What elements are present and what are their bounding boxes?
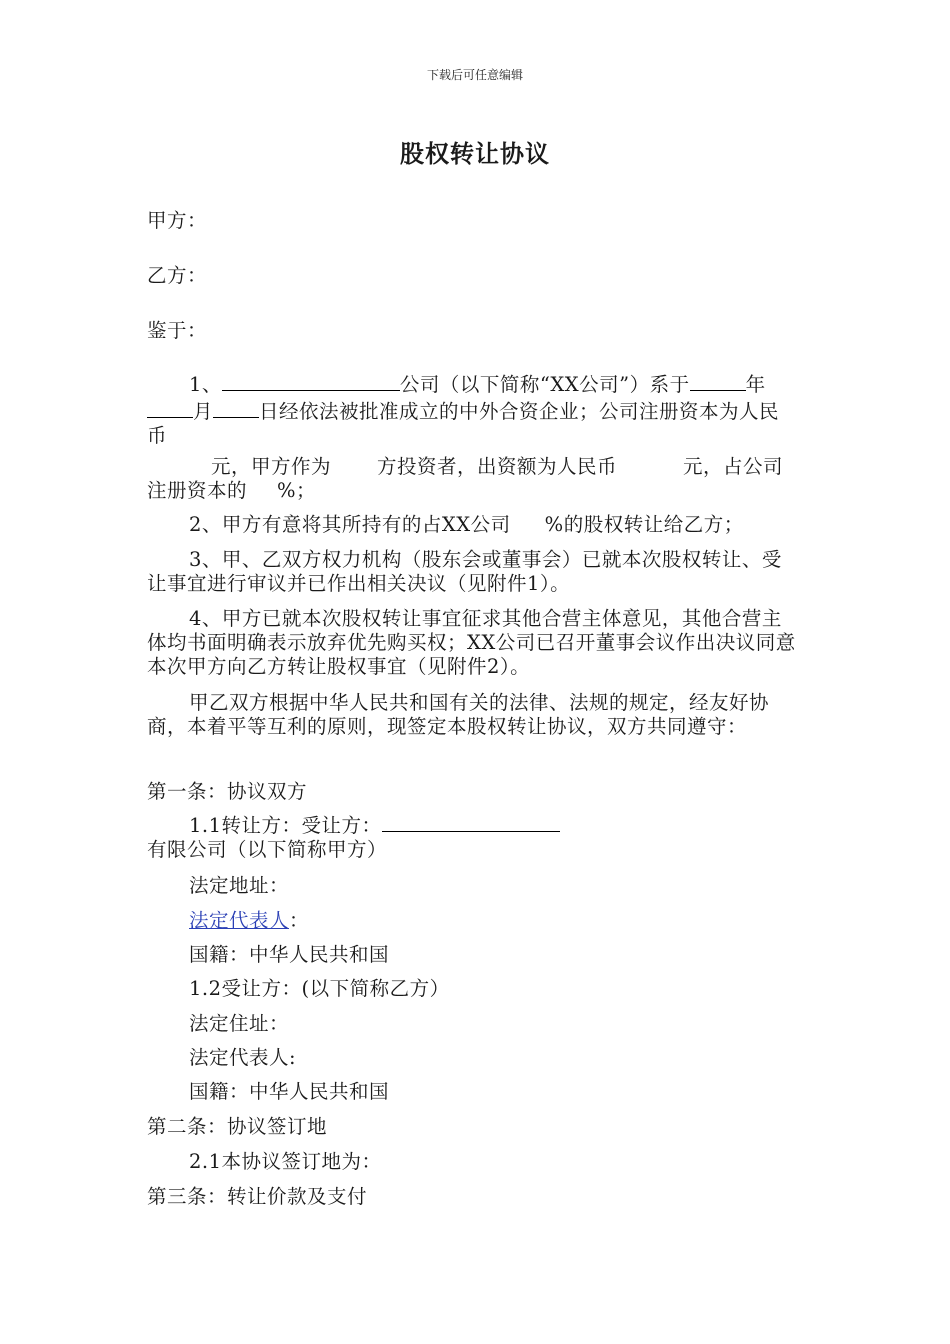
party-b-label: 乙方： (147, 264, 208, 287)
a1-2-legal-rep: 法定代表人: (189, 1046, 297, 1069)
a1-2-nationality: 国籍：中华人民共和国 (189, 1080, 390, 1103)
a1-legal-rep: 法定代表人： (189, 909, 310, 932)
article-1-heading: 第一条：协议双方 (147, 780, 308, 803)
article-2-1: 2.1本协议签订地为： (189, 1150, 382, 1173)
article-2-heading: 第二条：协议签订地 (147, 1115, 328, 1138)
a1-nationality: 国籍：中华人民共和国 (189, 943, 390, 966)
transferee-name-blank (382, 811, 560, 832)
a1-2-legal-address: 法定住址： (189, 1012, 290, 1035)
a1-legal-address: 法定地址： (189, 874, 290, 897)
year-blank (690, 370, 746, 391)
article-3-heading: 第三条：转让价款及支付 (147, 1185, 368, 1208)
month-blank (147, 397, 193, 418)
document-title: 股权转让协议 (400, 140, 550, 168)
clause-4: 4、甲方已就本次股权转让事宜征求其他合营主体意见，其他合营主体均书面明确表示放弃优先购买权；XX公司已召开董事会议作出决议同意本次甲方向乙方转让股权事宜（见附件2）。 (147, 607, 796, 678)
clause-3: 3、甲、乙双方权力机构（股东会或董事会）已就本次股权转让、受让事宜进行审议并已作出相关决议（见附件1）。 (147, 548, 782, 595)
page-header: 下载后可任意编辑 (426, 68, 523, 82)
party-a-label: 甲方： (147, 209, 208, 232)
clause-1-continued: 元，甲方作为 方投资者，出资额为人民币 元，占公司注册资本的 %； (147, 455, 784, 502)
clause-2: 2、甲方有意将其所持有的占XX公司 %的股权转让给乙方； (189, 513, 744, 536)
article-1-2: 1.2受让方：(以下简称乙方） (189, 977, 450, 1000)
article-1-1: 1.1转让方：受让方：有限公司（以下简称甲方） (147, 811, 797, 862)
preamble: 甲乙双方根据中华人民共和国有关的法律、法规的规定，经友好协商，本着平等互利的原则，现签定本股权转让协议，双方共同遵守： (147, 691, 770, 738)
company-name-blank (222, 370, 400, 391)
clause-1: 1、 公司（以下简称“XX公司”）系于 年月 日经依法被批准成立的中外合资企业；公司注册资本为人民币 (147, 370, 797, 448)
day-blank (213, 397, 259, 418)
legal-rep-link[interactable]: 法定代表人 (189, 909, 290, 932)
whereas-label: 鉴于： (147, 319, 208, 342)
